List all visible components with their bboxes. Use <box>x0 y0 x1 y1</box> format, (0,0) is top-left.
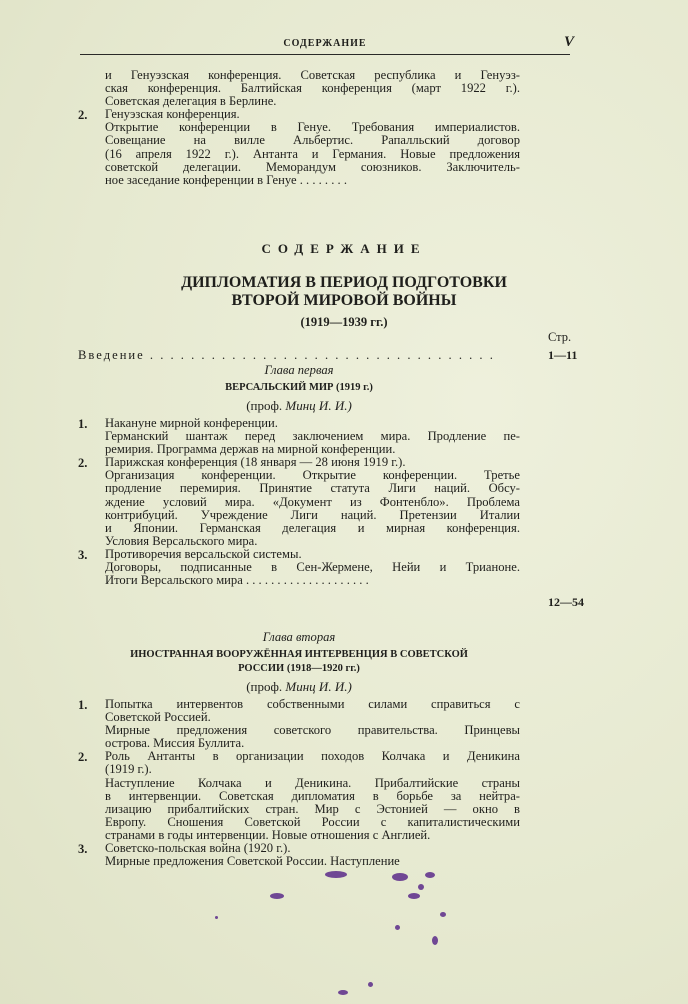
toc-item-description: острова. Миссия Буллита. <box>105 736 245 751</box>
toc-item-description: странами в годы интервенции. Новые отношения с Англией. <box>105 827 431 842</box>
toc-item-description: Организация конференции. Открытие конференции. Третье <box>105 468 520 483</box>
toc-item-title: Противоречия версальской системы. <box>105 546 302 561</box>
page-column-label: Стр. <box>548 330 572 344</box>
toc-item-description: и Японии. Германская делегация и мирная конференция. <box>105 520 520 535</box>
item-number: 3. <box>78 842 88 857</box>
chapter-author <box>78 395 520 417</box>
toc-item-description: советской делегации. Меморандум союзников. Заключитель- <box>105 159 520 174</box>
item-number: 3. <box>78 547 88 562</box>
toc-item-title: Генуэзская конференция. <box>105 107 240 122</box>
chapter-title <box>78 648 520 676</box>
toc-item-description: продление перемирия. Принятие статута Лиги наций. Обсу- <box>105 481 520 496</box>
toc-item-description: ждение условий мира. «Документ из Фонтенбло». Проблема <box>105 494 520 509</box>
continuation-text: Советская делегация в Берлине. <box>105 94 277 109</box>
item-number: 2. <box>78 456 88 471</box>
toc-item[interactable] <box>78 456 520 548</box>
toc-item-description: (16 апреля 1922 г.). Антанта и Германия. Новые предложения <box>105 146 520 161</box>
toc-item[interactable] <box>78 698 520 750</box>
chapter-title-line: ИНОСТРАННАЯ ВООРУЖЁННАЯ ИНТЕРВЕНЦИЯ В СОВЕТСКОЙ <box>130 649 468 660</box>
chapter-1 <box>78 363 520 587</box>
author-prefix: (проф. <box>246 679 283 694</box>
author-name: Минц И. И.) <box>285 398 352 413</box>
toc-item[interactable] <box>78 842 520 868</box>
toc-item-title: Роль Антанты в организации походов Колчака и Деникина <box>105 749 520 764</box>
toc-item-description: лизацию прибалтийских стран. Мир с Эстонией — окно в <box>105 801 520 816</box>
running-header-title: СОДЕРЖАНИЕ <box>283 38 367 49</box>
toc-item-title: Накануне мирной конференции. <box>105 416 278 430</box>
toc-item-description: ремирия. Программа держав на мирной конференции. <box>105 442 396 457</box>
toc-entry-intro[interactable]: Введение . . . . . . . . . . . . . . . . . . . . . . . . . . . . . . . . . . <box>78 348 495 362</box>
toc-item-title: Попытка интервентов собственными силами справиться с <box>105 697 520 711</box>
chapter-title-line: ВЕРСАЛЬСКИЙ МИР (1919 г.) <box>225 382 373 393</box>
chapter-title-line: РОССИИ (1918—1920 гг.) <box>238 663 360 674</box>
item-number: 2. <box>78 750 88 765</box>
continuation-section <box>78 69 520 187</box>
author-name: Минц И. И.) <box>285 679 352 694</box>
toc-item[interactable] <box>78 108 520 187</box>
toc-item-description: контрибуций. Учреждение Лиги наций. Претензии Италии <box>105 507 520 522</box>
continuation-text: ская конференция. Балтийская конференция (март 1922 г.). <box>105 81 520 96</box>
book-title-line: ДИПЛОМАТИЯ В ПЕРИОД ПОДГОТОВКИ <box>181 274 507 291</box>
toc-item-title: Советско-польская война (1920 г.). <box>105 841 291 856</box>
toc-item-description: в интервенции. Советская дипломатия в борьбе за нейтра- <box>105 788 520 803</box>
toc-item[interactable] <box>78 548 520 587</box>
chapter-title <box>78 381 520 395</box>
toc-item-description: Мирные предложения Советской России. Наступление <box>105 854 400 869</box>
continuation-text: и Генуэзская конференция. Советская республика и Генуэз- <box>105 68 520 82</box>
toc-item-description: ное заседание конференции в Генуе . . . . . . . . <box>105 172 347 187</box>
item-number: 1. <box>78 698 88 712</box>
toc-item-description: Мирные предложения советского правительства. Принцевы <box>105 723 520 738</box>
toc-item[interactable] <box>78 750 520 842</box>
intro-pages: 1—11 <box>548 348 578 362</box>
toc-item-description: Европу. Сношения Советской России с капиталистическими <box>105 814 520 829</box>
book-title-line: ВТОРОЙ МИРОВОЙ ВОЙНЫ <box>231 292 457 309</box>
chapter-author <box>78 676 520 698</box>
toc-item-title: Советской Россией. <box>105 710 211 725</box>
chapter-1-pages: 12—54 <box>548 595 584 609</box>
chapter-label: Глава вторая <box>262 630 336 644</box>
toc-item-description: Итоги Версальского мира . . . . . . . . . . . . . . . . . . . . <box>105 573 369 588</box>
toc-item-description: Наступление Колчака и Деникина. Прибалтийские страны <box>105 775 520 790</box>
toc-heading: СОДЕРЖАНИЕ <box>261 241 427 256</box>
toc-item-description: Договоры, подписанные в Сен-Жермене, Нейи и Трианоне. <box>105 560 520 575</box>
toc-item-description: Открытие конференции в Генуе. Требования империалистов. <box>105 120 520 135</box>
toc-item-description: Условия Версальского мира. <box>105 533 258 548</box>
author-prefix: (проф. <box>246 398 283 413</box>
toc-item[interactable] <box>78 417 520 456</box>
chapter-2 <box>78 630 520 868</box>
toc-item-description: Совещание на вилле Альбертис. Рапалльский договор <box>105 133 520 148</box>
item-number: 1. <box>78 417 88 431</box>
item-number: 2. <box>78 108 88 123</box>
toc-item-title: Парижская конференция (18 января — 28 июня 1919 г.). <box>105 455 406 470</box>
toc-item-description: Германский шантаж перед заключением мира. Продление пе- <box>105 429 520 444</box>
chapter-label: Глава первая <box>264 363 334 377</box>
book-years: (1919—1939 гг.) <box>300 315 388 329</box>
book-title <box>0 274 688 310</box>
page-number: V <box>563 34 574 50</box>
toc-item-title: (1919 г.). <box>105 762 152 777</box>
running-header <box>80 34 574 55</box>
